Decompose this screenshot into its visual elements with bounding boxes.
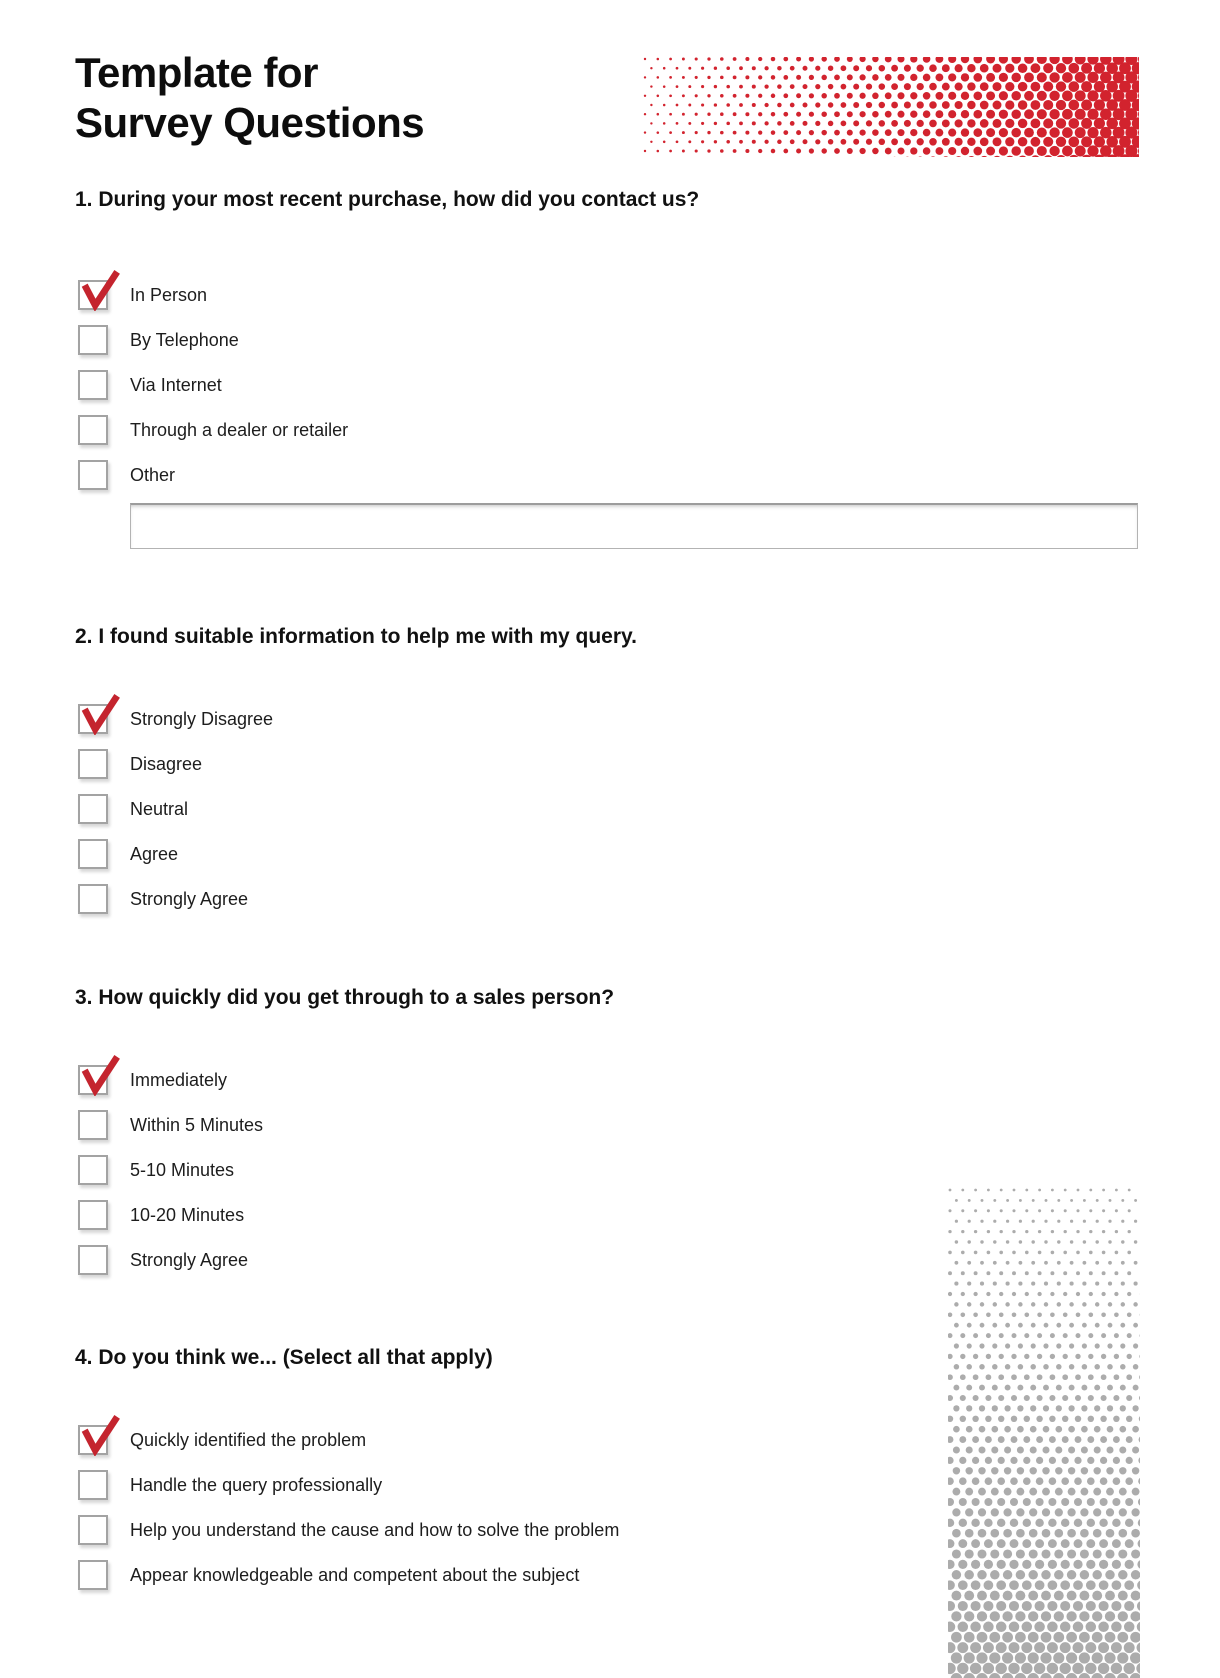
checkbox-option-row xyxy=(78,1057,263,1102)
checkbox[interactable] xyxy=(78,1560,108,1590)
question-1-heading: 1. During your most recent purchase, how did you contact us? xyxy=(75,188,700,211)
checkbox-option-row xyxy=(78,1147,263,1192)
question-1-options xyxy=(78,272,348,497)
checkbox-option-row xyxy=(78,1237,263,1282)
checkbox-option-row xyxy=(78,741,273,786)
checkbox-label: Through a dealer or retailer xyxy=(130,419,349,440)
checkbox-label: Agree xyxy=(130,843,179,864)
question-4-options xyxy=(78,1417,619,1597)
checkbox-label: Strongly Agree xyxy=(130,888,249,909)
checkbox-option-row xyxy=(78,786,273,831)
other-answer-input[interactable] xyxy=(130,503,1138,549)
checkbox-label: Help you understand the cause and how to solve the problem xyxy=(130,1519,620,1540)
page-title-line1: Template for xyxy=(75,49,318,96)
checkbox-option-row xyxy=(78,1462,619,1507)
question-2-heading: 2. I found suitable information to help me with my query. xyxy=(75,625,637,648)
checkmark-icon xyxy=(78,1054,120,1096)
checkbox[interactable] xyxy=(78,884,108,914)
checkbox[interactable] xyxy=(78,415,108,445)
checkbox[interactable] xyxy=(78,1425,108,1455)
page-title xyxy=(75,48,424,148)
page-title-line2: Survey Questions xyxy=(75,99,425,146)
checkbox-option-row xyxy=(78,1507,619,1552)
checkbox-label: Other xyxy=(130,464,176,485)
checkbox-label: 10-20 Minutes xyxy=(130,1204,245,1225)
checkbox-label: Via Internet xyxy=(130,374,222,395)
checkbox[interactable] xyxy=(78,460,108,490)
checkbox[interactable] xyxy=(78,370,108,400)
checkbox[interactable] xyxy=(78,1065,108,1095)
checkbox-option-row xyxy=(78,407,348,452)
checkbox-option-row xyxy=(78,317,348,362)
checkbox-label: Appear knowledgeable and competent about the subject xyxy=(130,1564,580,1585)
checkbox[interactable] xyxy=(78,839,108,869)
checkbox[interactable] xyxy=(78,749,108,779)
red-halftone-decoration xyxy=(643,57,1139,157)
checkbox-label: Strongly Disagree xyxy=(130,708,274,729)
checkbox-label: Handle the query professionally xyxy=(130,1474,383,1495)
checkbox[interactable] xyxy=(78,1155,108,1185)
question-3-heading: 3. How quickly did you get through to a sales person? xyxy=(75,986,615,1009)
checkbox[interactable] xyxy=(78,704,108,734)
checkbox-label: Disagree xyxy=(130,753,203,774)
checkbox-option-row xyxy=(78,876,273,921)
checkbox-label: In Person xyxy=(130,284,208,305)
checkmark-icon xyxy=(78,1414,120,1456)
question-2-options xyxy=(78,696,273,921)
checkbox[interactable] xyxy=(78,325,108,355)
checkbox[interactable] xyxy=(78,794,108,824)
checkbox[interactable] xyxy=(78,1470,108,1500)
checkbox-label: Strongly Agree xyxy=(130,1249,249,1270)
checkbox-option-row xyxy=(78,452,348,497)
checkbox-option-row xyxy=(78,272,348,317)
checkbox[interactable] xyxy=(78,1245,108,1275)
question-3-options xyxy=(78,1057,263,1282)
checkbox[interactable] xyxy=(78,1515,108,1545)
checkbox-option-row xyxy=(78,1417,619,1462)
checkbox-option-row xyxy=(78,362,348,407)
checkbox-label: Immediately xyxy=(130,1069,228,1090)
checkbox-label: 5-10 Minutes xyxy=(130,1159,235,1180)
checkbox-label: Quickly identified the problem xyxy=(130,1429,367,1450)
checkbox[interactable] xyxy=(78,1110,108,1140)
checkbox-label: Within 5 Minutes xyxy=(130,1114,264,1135)
question-4-heading: 4. Do you think we... (Select all that apply) xyxy=(75,1346,493,1369)
checkbox-option-row xyxy=(78,1192,263,1237)
gray-halftone-decoration xyxy=(948,1188,1140,1678)
checkbox-option-row xyxy=(78,831,273,876)
checkbox-label: By Telephone xyxy=(130,329,239,350)
checkbox-option-row xyxy=(78,1102,263,1147)
checkbox[interactable] xyxy=(78,1200,108,1230)
checkbox-option-row xyxy=(78,1552,619,1597)
checkbox-label: Neutral xyxy=(130,798,189,819)
checkbox-option-row xyxy=(78,696,273,741)
checkbox[interactable] xyxy=(78,280,108,310)
checkmark-icon xyxy=(78,693,120,735)
checkmark-icon xyxy=(78,269,120,311)
